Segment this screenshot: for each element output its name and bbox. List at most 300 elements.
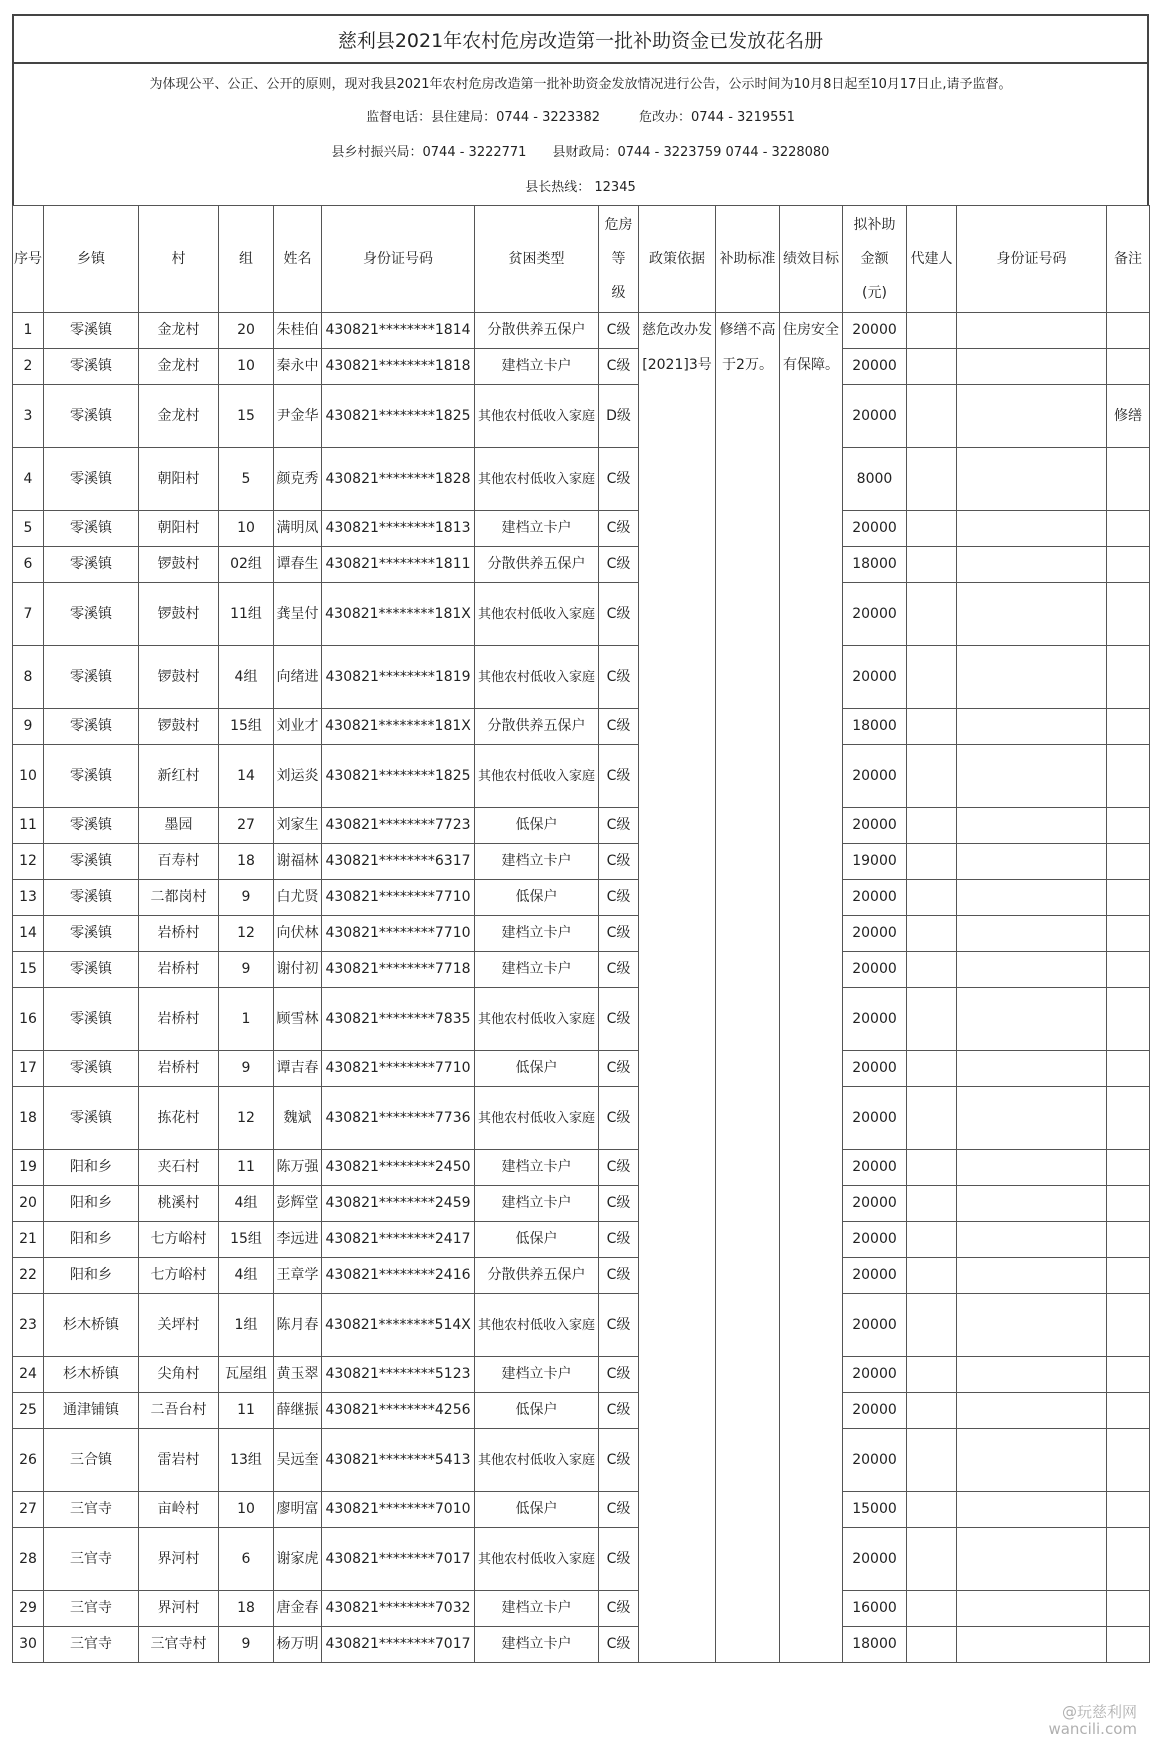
cell-name: 王章学	[274, 1258, 322, 1294]
table-row	[13, 583, 1150, 646]
table-row	[13, 745, 1150, 808]
cell-name: 满明凤	[274, 511, 322, 547]
cell-level: C级	[599, 1492, 639, 1528]
cell-village: 锣鼓村	[139, 547, 219, 583]
cell-name: 杨万明	[274, 1627, 322, 1663]
cell-poverty: 建档立卡户	[475, 916, 599, 952]
cell-id: 430821********2459	[322, 1186, 475, 1222]
cell-group: 4组	[219, 646, 274, 709]
cell-amount: 15000	[843, 1492, 907, 1528]
header-group: 组	[219, 206, 274, 313]
cell-name: 薛继振	[274, 1393, 322, 1429]
cell-id: 430821********1819	[322, 646, 475, 709]
cell-level: C级	[599, 1528, 639, 1591]
cell-remark	[1107, 547, 1150, 583]
cell-group: 9	[219, 952, 274, 988]
cell-agent	[907, 1429, 957, 1492]
cell-name: 李远进	[274, 1222, 322, 1258]
cell-poverty: 低保户	[475, 1393, 599, 1429]
cell-id: 430821********1828	[322, 448, 475, 511]
header-poverty: 贫困类型	[475, 206, 599, 313]
cell-town: 零溪镇	[44, 448, 139, 511]
cell-name: 谭春生	[274, 547, 322, 583]
cell-seq: 13	[13, 880, 44, 916]
cell-id: 430821********6317	[322, 844, 475, 880]
cell-village: 金龙村	[139, 385, 219, 448]
cell-id: 430821********7710	[322, 880, 475, 916]
cell-amount: 18000	[843, 1627, 907, 1663]
cell-level: C级	[599, 1087, 639, 1150]
cell-village: 锣鼓村	[139, 646, 219, 709]
cell-town: 三官寺	[44, 1627, 139, 1663]
cell-name: 龚呈付	[274, 583, 322, 646]
cell-town: 零溪镇	[44, 583, 139, 646]
cell-village: 朝阳村	[139, 511, 219, 547]
cell-town: 零溪镇	[44, 547, 139, 583]
cell-agent	[907, 988, 957, 1051]
watermark-line-2: wancili.com	[1048, 1720, 1137, 1738]
cell-name: 廖明富	[274, 1492, 322, 1528]
cell-level: C级	[599, 916, 639, 952]
cell-agent-id	[957, 916, 1107, 952]
table-row	[13, 916, 1150, 952]
table-row	[13, 1627, 1150, 1663]
document-title: 慈利县2021年农村危房改造第一批补助资金已发放花名册	[12, 14, 1149, 64]
cell-remark	[1107, 511, 1150, 547]
cell-agent	[907, 547, 957, 583]
table-row	[13, 1222, 1150, 1258]
cell-name: 谢家虎	[274, 1528, 322, 1591]
notice-block	[12, 63, 1149, 206]
cell-agent-id	[957, 547, 1107, 583]
cell-agent-id	[957, 1294, 1107, 1357]
cell-name: 谢福林	[274, 844, 322, 880]
cell-agent-id	[957, 844, 1107, 880]
cell-poverty: 分散供养五保户	[475, 313, 599, 349]
cell-town: 零溪镇	[44, 349, 139, 385]
table-row	[13, 1492, 1150, 1528]
cell-poverty: 建档立卡户	[475, 1627, 599, 1663]
table-row	[13, 313, 1150, 349]
cell-group: 11	[219, 1150, 274, 1186]
cell-level: C级	[599, 1357, 639, 1393]
cell-village: 墨园	[139, 808, 219, 844]
cell-agent-id	[957, 1591, 1107, 1627]
cell-group: 9	[219, 880, 274, 916]
cell-id: 430821********1813	[322, 511, 475, 547]
cell-poverty: 低保户	[475, 1222, 599, 1258]
cell-poverty: 分散供养五保户	[475, 709, 599, 745]
cell-agent	[907, 916, 957, 952]
cell-poverty: 建档立卡户	[475, 952, 599, 988]
cell-town: 通津铺镇	[44, 1393, 139, 1429]
cell-group: 15组	[219, 709, 274, 745]
cell-agent	[907, 1393, 957, 1429]
cell-agent	[907, 880, 957, 916]
cell-town: 零溪镇	[44, 916, 139, 952]
cell-town: 零溪镇	[44, 1087, 139, 1150]
cell-group: 10	[219, 511, 274, 547]
table-row	[13, 988, 1150, 1051]
cell-remark	[1107, 952, 1150, 988]
cell-agent	[907, 385, 957, 448]
cell-id: 430821********1818	[322, 349, 475, 385]
cell-level: C级	[599, 1294, 639, 1357]
cell-poverty: 低保户	[475, 808, 599, 844]
cell-seq: 30	[13, 1627, 44, 1663]
cell-agent-id	[957, 646, 1107, 709]
cell-town: 零溪镇	[44, 988, 139, 1051]
cell-level: C级	[599, 1222, 639, 1258]
cell-id: 430821********7017	[322, 1528, 475, 1591]
cell-village: 二吾台村	[139, 1393, 219, 1429]
cell-remark	[1107, 916, 1150, 952]
cell-agent	[907, 1150, 957, 1186]
cell-town: 三官寺	[44, 1528, 139, 1591]
cell-agent-id	[957, 511, 1107, 547]
cell-agent-id	[957, 448, 1107, 511]
cell-town: 阳和乡	[44, 1258, 139, 1294]
cell-poverty: 建档立卡户	[475, 1186, 599, 1222]
cell-id: 430821********514X	[322, 1294, 475, 1357]
cell-name: 刘运炎	[274, 745, 322, 808]
cell-id: 430821********7736	[322, 1087, 475, 1150]
cell-seq: 10	[13, 745, 44, 808]
cell-agent	[907, 511, 957, 547]
header-agent: 代建人	[907, 206, 957, 313]
cell-seq: 20	[13, 1186, 44, 1222]
cell-id: 430821********7718	[322, 952, 475, 988]
cell-village: 夹石村	[139, 1150, 219, 1186]
cell-remark	[1107, 709, 1150, 745]
cell-remark	[1107, 1357, 1150, 1393]
table-header-row	[13, 206, 1150, 313]
cell-seq: 23	[13, 1294, 44, 1357]
cell-level: C级	[599, 448, 639, 511]
cell-amount: 20000	[843, 385, 907, 448]
table-row	[13, 808, 1150, 844]
cell-name: 黄玉翠	[274, 1357, 322, 1393]
cell-name: 唐金春	[274, 1591, 322, 1627]
cell-poverty: 其他农村低收入家庭	[475, 1528, 599, 1591]
cell-group: 15	[219, 385, 274, 448]
cell-group: 6	[219, 1528, 274, 1591]
header-name: 姓名	[274, 206, 322, 313]
cell-amount: 20000	[843, 1186, 907, 1222]
cell-group: 1	[219, 988, 274, 1051]
cell-amount: 20000	[843, 349, 907, 385]
cell-group: 15组	[219, 1222, 274, 1258]
cell-name: 谢付初	[274, 952, 322, 988]
register-sheet	[12, 0, 1149, 1742]
cell-name: 刘家生	[274, 808, 322, 844]
cell-group: 27	[219, 808, 274, 844]
cell-town: 阳和乡	[44, 1150, 139, 1186]
cell-seq: 1	[13, 313, 44, 349]
cell-amount: 20000	[843, 745, 907, 808]
table-row	[13, 1087, 1150, 1150]
cell-group: 4组	[219, 1258, 274, 1294]
cell-amount: 20000	[843, 952, 907, 988]
cell-id: 430821********7032	[322, 1591, 475, 1627]
table-row	[13, 448, 1150, 511]
cell-amount: 20000	[843, 808, 907, 844]
cell-name: 秦永中	[274, 349, 322, 385]
cell-group: 02组	[219, 547, 274, 583]
cell-agent-id	[957, 709, 1107, 745]
cell-name: 向伏林	[274, 916, 322, 952]
cell-level: C级	[599, 646, 639, 709]
cell-level: C级	[599, 313, 639, 349]
cell-remark	[1107, 1222, 1150, 1258]
cell-remark	[1107, 1429, 1150, 1492]
cell-village: 关坪村	[139, 1294, 219, 1357]
cell-agent-id	[957, 1087, 1107, 1150]
cell-amount: 20000	[843, 916, 907, 952]
cell-remark	[1107, 349, 1150, 385]
cell-id: 430821********2417	[322, 1222, 475, 1258]
cell-village: 三官寺村	[139, 1627, 219, 1663]
cell-name: 颜克秀	[274, 448, 322, 511]
cell-agent	[907, 313, 957, 349]
cell-agent-id	[957, 313, 1107, 349]
cell-town: 零溪镇	[44, 808, 139, 844]
cell-seq: 11	[13, 808, 44, 844]
cell-town: 零溪镇	[44, 646, 139, 709]
table-row	[13, 844, 1150, 880]
cell-seq: 7	[13, 583, 44, 646]
cell-village: 金龙村	[139, 349, 219, 385]
cell-amount: 20000	[843, 1222, 907, 1258]
cell-poverty: 建档立卡户	[475, 1357, 599, 1393]
cell-id: 430821********5123	[322, 1357, 475, 1393]
header-id: 身份证号码	[322, 206, 475, 313]
cell-remark	[1107, 1150, 1150, 1186]
cell-poverty: 其他农村低收入家庭	[475, 1429, 599, 1492]
cell-agent	[907, 808, 957, 844]
cell-agent-id	[957, 1150, 1107, 1186]
cell-level: C级	[599, 547, 639, 583]
cell-poverty: 其他农村低收入家庭	[475, 385, 599, 448]
cell-poverty: 建档立卡户	[475, 844, 599, 880]
cell-town: 零溪镇	[44, 313, 139, 349]
cell-agent	[907, 844, 957, 880]
cell-agent	[907, 952, 957, 988]
cell-remark	[1107, 745, 1150, 808]
cell-group: 12	[219, 916, 274, 952]
cell-poverty: 其他农村低收入家庭	[475, 745, 599, 808]
cell-agent	[907, 1591, 957, 1627]
cell-seq: 4	[13, 448, 44, 511]
header-standard: 补助标准	[716, 206, 780, 313]
header-goal: 绩效目标	[780, 206, 843, 313]
table-row	[13, 349, 1150, 385]
cell-id: 430821********181X	[322, 709, 475, 745]
notice-line-2: 监督电话：县住建局：0744 - 3223382 危改办：0744 - 3219551	[366, 110, 795, 125]
cell-remark: 修缮	[1107, 385, 1150, 448]
cell-id: 430821********5413	[322, 1429, 475, 1492]
notice-line-4: 县长热线： 12345	[525, 180, 636, 195]
cell-id: 430821********7017	[322, 1627, 475, 1663]
cell-village: 拣花村	[139, 1087, 219, 1150]
cell-remark	[1107, 313, 1150, 349]
cell-remark	[1107, 1294, 1150, 1357]
cell-amount: 20000	[843, 1528, 907, 1591]
table-row	[13, 1357, 1150, 1393]
cell-remark	[1107, 646, 1150, 709]
cell-name: 魏斌	[274, 1087, 322, 1150]
cell-seq: 16	[13, 988, 44, 1051]
cell-group: 10	[219, 1492, 274, 1528]
cell-seq: 12	[13, 844, 44, 880]
cell-poverty: 其他农村低收入家庭	[475, 646, 599, 709]
header-village: 村	[139, 206, 219, 313]
cell-village: 岩桥村	[139, 916, 219, 952]
cell-level: C级	[599, 1186, 639, 1222]
cell-agent-id	[957, 1627, 1107, 1663]
table-row	[13, 1258, 1150, 1294]
cell-group: 10	[219, 349, 274, 385]
merged-standard: 修缮不高于2万。	[716, 313, 780, 1663]
cell-agent-id	[957, 952, 1107, 988]
cell-remark	[1107, 583, 1150, 646]
cell-town: 零溪镇	[44, 511, 139, 547]
cell-village: 界河村	[139, 1528, 219, 1591]
cell-poverty: 建档立卡户	[475, 511, 599, 547]
cell-poverty: 建档立卡户	[475, 1150, 599, 1186]
cell-id: 430821********1825	[322, 745, 475, 808]
cell-poverty: 其他农村低收入家庭	[475, 1087, 599, 1150]
cell-agent-id	[957, 1528, 1107, 1591]
cell-amount: 20000	[843, 1393, 907, 1429]
cell-seq: 3	[13, 385, 44, 448]
cell-seq: 5	[13, 511, 44, 547]
cell-id: 430821********2416	[322, 1258, 475, 1294]
table-row	[13, 1186, 1150, 1222]
cell-name: 彭辉堂	[274, 1186, 322, 1222]
cell-seq: 6	[13, 547, 44, 583]
cell-amount: 20000	[843, 511, 907, 547]
cell-seq: 8	[13, 646, 44, 709]
cell-seq: 21	[13, 1222, 44, 1258]
cell-village: 朝阳村	[139, 448, 219, 511]
cell-amount: 20000	[843, 1087, 907, 1150]
table-row	[13, 709, 1150, 745]
cell-level: D级	[599, 385, 639, 448]
cell-village: 岩桥村	[139, 1051, 219, 1087]
cell-level: C级	[599, 988, 639, 1051]
cell-agent	[907, 1528, 957, 1591]
cell-town: 零溪镇	[44, 844, 139, 880]
cell-agent	[907, 646, 957, 709]
cell-agent	[907, 1357, 957, 1393]
cell-level: C级	[599, 952, 639, 988]
header-policy: 政策依据	[639, 206, 716, 313]
cell-village: 桃溪村	[139, 1186, 219, 1222]
cell-id: 430821********7010	[322, 1492, 475, 1528]
cell-amount: 20000	[843, 583, 907, 646]
cell-seq: 26	[13, 1429, 44, 1492]
cell-agent	[907, 1051, 957, 1087]
cell-remark	[1107, 988, 1150, 1051]
cell-agent-id	[957, 583, 1107, 646]
cell-amount: 20000	[843, 1258, 907, 1294]
merged-policy: 慈危改办发[2021]3号	[639, 313, 716, 1663]
cell-village: 锣鼓村	[139, 709, 219, 745]
cell-remark	[1107, 808, 1150, 844]
table-row	[13, 1393, 1150, 1429]
cell-group: 18	[219, 1591, 274, 1627]
cell-group: 瓦屋组	[219, 1357, 274, 1393]
cell-name: 尹金华	[274, 385, 322, 448]
cell-poverty: 分散供养五保户	[475, 547, 599, 583]
cell-agent-id	[957, 880, 1107, 916]
cell-village: 亩岭村	[139, 1492, 219, 1528]
cell-seq: 25	[13, 1393, 44, 1429]
cell-amount: 20000	[843, 1150, 907, 1186]
cell-name: 陈万强	[274, 1150, 322, 1186]
table-row	[13, 547, 1150, 583]
cell-id: 430821********4256	[322, 1393, 475, 1429]
cell-amount: 18000	[843, 709, 907, 745]
cell-level: C级	[599, 844, 639, 880]
cell-remark	[1107, 1528, 1150, 1591]
cell-agent-id	[957, 1051, 1107, 1087]
cell-poverty: 其他农村低收入家庭	[475, 583, 599, 646]
cell-town: 阳和乡	[44, 1222, 139, 1258]
cell-id: 430821********7710	[322, 916, 475, 952]
cell-amount: 18000	[843, 547, 907, 583]
cell-village: 岩桥村	[139, 952, 219, 988]
table-row	[13, 880, 1150, 916]
notice-line-1: 为体现公平、公正、公开的原则，现对我县2021年农村危房改造第一批补助资金发放情况进行公告，公示时间为10月8日起至10月17日止,请予监督。	[149, 77, 1012, 92]
cell-level: C级	[599, 808, 639, 844]
cell-remark	[1107, 1492, 1150, 1528]
table-row	[13, 1429, 1150, 1492]
cell-level: C级	[599, 1627, 639, 1663]
cell-agent	[907, 709, 957, 745]
cell-group: 18	[219, 844, 274, 880]
cell-town: 三官寺	[44, 1591, 139, 1627]
cell-amount: 20000	[843, 1429, 907, 1492]
cell-town: 零溪镇	[44, 385, 139, 448]
cell-town: 零溪镇	[44, 952, 139, 988]
cell-amount: 20000	[843, 313, 907, 349]
cell-id: 430821********1811	[322, 547, 475, 583]
cell-seq: 2	[13, 349, 44, 385]
cell-level: C级	[599, 745, 639, 808]
cell-level: C级	[599, 511, 639, 547]
cell-town: 杉木桥镇	[44, 1294, 139, 1357]
cell-amount: 16000	[843, 1591, 907, 1627]
cell-town: 零溪镇	[44, 880, 139, 916]
cell-agent	[907, 1087, 957, 1150]
cell-agent	[907, 349, 957, 385]
header-remark: 备注	[1107, 206, 1150, 313]
cell-agent-id	[957, 988, 1107, 1051]
cell-agent	[907, 1492, 957, 1528]
cell-poverty: 建档立卡户	[475, 1591, 599, 1627]
table-row	[13, 646, 1150, 709]
cell-agent-id	[957, 349, 1107, 385]
cell-agent-id	[957, 1429, 1107, 1492]
cell-remark	[1107, 1087, 1150, 1150]
cell-id: 430821********7723	[322, 808, 475, 844]
cell-seq: 24	[13, 1357, 44, 1393]
cell-remark	[1107, 880, 1150, 916]
cell-agent	[907, 1294, 957, 1357]
cell-group: 9	[219, 1627, 274, 1663]
